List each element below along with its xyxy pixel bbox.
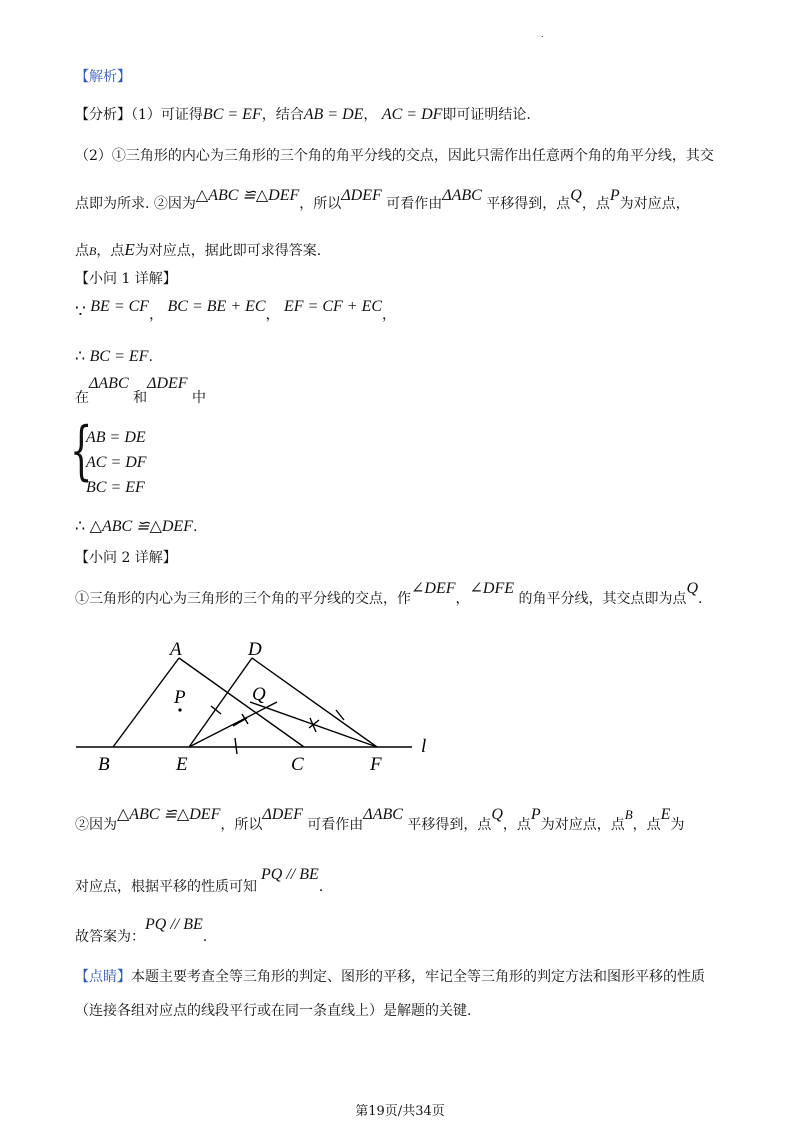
- math: ΔABC: [442, 187, 482, 204]
- q2-answer: [75, 914, 208, 945]
- math: ΔDEF: [341, 187, 382, 204]
- text: ，点: [502, 817, 531, 833]
- text: ，所以: [220, 817, 263, 833]
- analysis-line-2: （2）①三角形的内心为三角形的三个角的角平分线的交点，因此只需作出任意两个角的角平分线，其交: [75, 148, 714, 164]
- math: EF = CF + EC: [284, 298, 383, 315]
- label-E: E: [176, 754, 188, 775]
- math: ΔABC: [363, 806, 403, 823]
- text: ，: [149, 307, 164, 323]
- math: ΔDEF: [262, 806, 303, 823]
- math: B: [89, 244, 97, 258]
- text: .: [318, 879, 324, 895]
- text: ，点: [581, 196, 610, 212]
- text: 中: [192, 390, 207, 406]
- text: 点: [75, 243, 89, 259]
- page-footer: 第19页/共34页: [355, 1104, 445, 1119]
- analysis-line-3: [75, 187, 690, 213]
- math: Q: [491, 806, 503, 823]
- math: E: [660, 806, 671, 823]
- therefore-symbol: ∴: [75, 516, 86, 535]
- q1-conclusion: [75, 516, 197, 536]
- analysis-line-1: [75, 104, 531, 124]
- text: .: [698, 591, 703, 607]
- analysis-line-4: [75, 240, 321, 260]
- text: 为对应点，: [619, 196, 690, 212]
- comment-line-2: （连接各组对应点的线段平行或在同一条直线上）是解题的关键.: [75, 1003, 472, 1019]
- text: 的角平分线，其交点即为点: [518, 591, 687, 607]
- math: BC = EF: [89, 348, 149, 365]
- text: 故答案为：: [75, 929, 145, 945]
- math: △ABC ≌△DEF: [117, 806, 221, 823]
- q2-line-1: [75, 578, 703, 607]
- header-dot: .: [541, 30, 544, 39]
- text: ②因为: [75, 817, 117, 833]
- text: .: [192, 519, 198, 535]
- math: PQ // BE: [145, 916, 203, 933]
- q1-line-1: [75, 296, 397, 323]
- text: ①三角形的内心为三角形的三个角的平分线的交点，作: [75, 591, 411, 607]
- label-A: A: [170, 639, 182, 660]
- math: AC = DF: [381, 106, 443, 123]
- text: 【分析】（1）可证得: [75, 107, 203, 123]
- math: BC = EF: [202, 106, 262, 123]
- text: 为对应点，点: [540, 817, 625, 833]
- math: P: [609, 187, 620, 204]
- geometry-figure: [70, 630, 450, 780]
- text: ，: [455, 591, 470, 607]
- label-l: l: [421, 736, 427, 757]
- text: ，: [265, 307, 280, 323]
- math: AB = DE: [303, 106, 364, 123]
- system-eq-1: AB = DE: [86, 429, 146, 446]
- text: 为对应点，据此即可求得答案.: [134, 243, 322, 259]
- math: BC = BE + EC: [167, 298, 266, 315]
- q2-title: 【小问 2 详解】: [75, 550, 177, 566]
- because-symbol: ∵: [75, 302, 86, 322]
- point-P: [178, 708, 181, 711]
- text: 平移得到，点: [486, 196, 571, 212]
- section-label: 【解析】: [75, 69, 131, 85]
- text: 即可证明结论.: [442, 107, 531, 123]
- system-eq-3: BC = EF: [86, 479, 145, 496]
- text: 在: [75, 390, 89, 406]
- comment-line-1: [75, 966, 705, 986]
- label-F: F: [370, 754, 382, 775]
- math: B: [624, 807, 633, 822]
- math: Q: [570, 187, 582, 204]
- text: .: [148, 349, 153, 365]
- segment-DF: [252, 658, 377, 747]
- text: ，点: [96, 243, 125, 259]
- q1-line-2: [75, 346, 153, 366]
- text: ，结合: [261, 107, 304, 123]
- math: ∠DFE: [469, 580, 515, 597]
- label-C: C: [291, 754, 304, 775]
- comment-label: 【点睛】: [75, 969, 131, 985]
- text: 平移得到，点: [407, 817, 492, 833]
- text: ，所以: [299, 196, 342, 212]
- label-Q: Q: [252, 684, 266, 705]
- text: 点即为所求. ②因为: [75, 196, 196, 212]
- label-P: P: [174, 687, 186, 708]
- math: PQ // BE: [261, 866, 319, 883]
- q1-title: 【小问 1 详解】: [75, 271, 177, 287]
- math: △ABC ≌△DEF: [195, 187, 300, 204]
- text: 对应点，根据平移的性质可知: [75, 879, 257, 895]
- text: ，: [363, 107, 378, 123]
- math: Q: [686, 580, 699, 597]
- therefore-symbol: ∴: [75, 346, 86, 365]
- math: ΔABC: [89, 375, 129, 392]
- label-D: D: [248, 639, 262, 660]
- brace-icon: {: [70, 414, 93, 488]
- segment-BA: [113, 658, 179, 747]
- math: E: [124, 240, 135, 259]
- q2-line-3: [75, 864, 324, 895]
- text: 可看作由: [386, 196, 443, 212]
- text: ，点: [632, 817, 661, 833]
- text: 和: [133, 390, 148, 406]
- math: BE = CF: [90, 298, 150, 315]
- math: ∠DEF: [411, 580, 456, 597]
- label-B: B: [98, 754, 110, 775]
- text: 本题主要考查全等三角形的判定、图形的平移，牢记全等三角形的判定方法和图形平移的性质: [131, 969, 705, 985]
- bisector-E: [189, 702, 277, 747]
- text: 可看作由: [307, 817, 364, 833]
- q1-line-3: [75, 373, 207, 406]
- text: .: [202, 929, 208, 945]
- text: 为: [670, 817, 685, 833]
- text: ，: [382, 307, 397, 323]
- q2-line-2: [75, 804, 685, 833]
- system-eq-2: AC = DF: [86, 454, 147, 471]
- math: △ABC ≌△DEF: [89, 518, 193, 535]
- math: P: [530, 806, 541, 823]
- math: ΔDEF: [147, 375, 188, 392]
